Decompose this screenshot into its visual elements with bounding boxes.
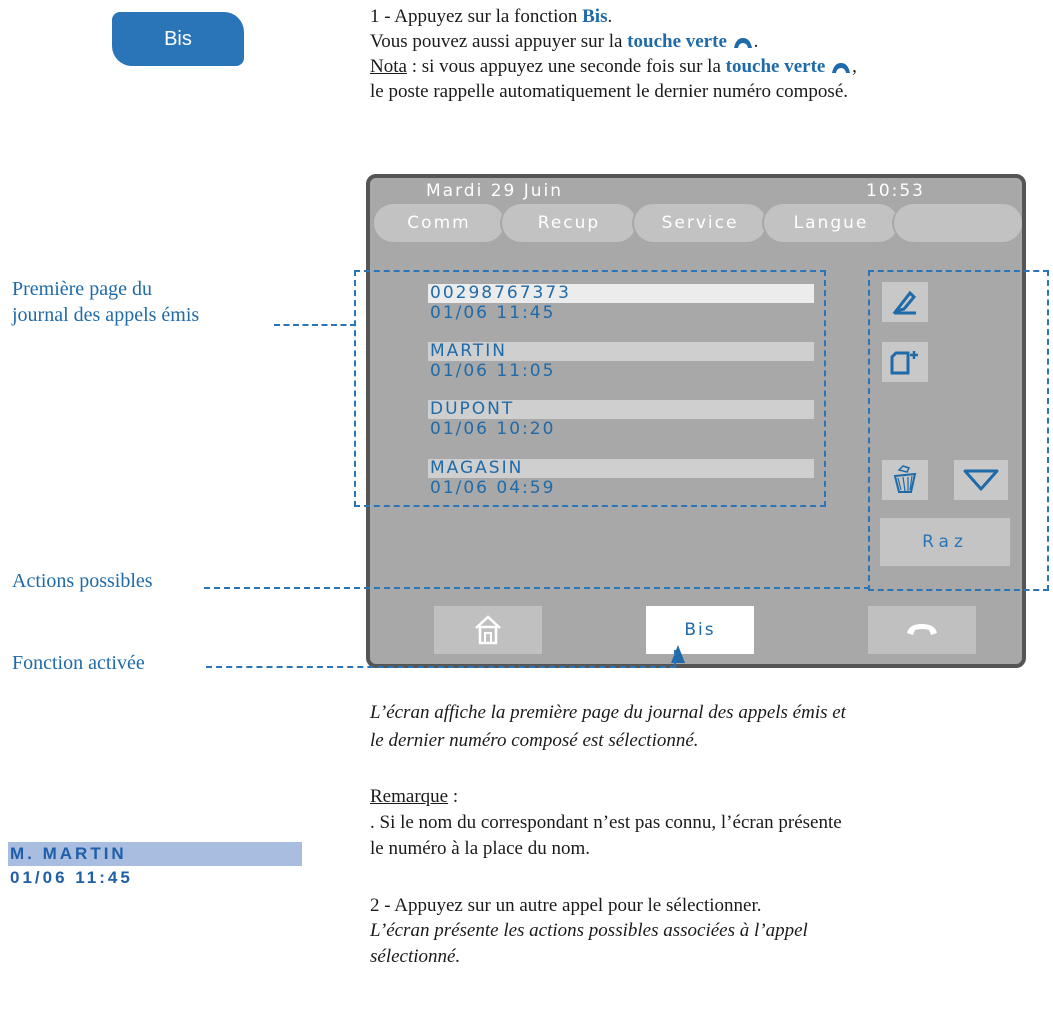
call-entry[interactable]: MAGASIN 01/06 04:59 (428, 459, 814, 498)
journal-highlight-box (354, 270, 826, 507)
description-line2: le dernier numéro composé est sélectionné. (370, 730, 699, 751)
pointer-arrow-icon (670, 644, 686, 664)
tab-recup[interactable]: Recup (502, 204, 636, 242)
step1-line1: 1 - Appuyez sur la fonction Bis. (370, 6, 613, 27)
green-key-icon (732, 36, 754, 50)
step2-line2: L’écran présente les actions possibles associées à l’appel (370, 920, 808, 941)
screen-time: 10:53 (866, 181, 925, 201)
callout-journal-line2: journal des appels émis (12, 304, 200, 326)
actions-highlight-box (868, 270, 1049, 591)
step2-line3: sélectionné. (370, 946, 461, 967)
callout-fonction: Fonction activée (12, 652, 145, 674)
bis-button-label: Bis (164, 27, 192, 50)
hang-up-icon (905, 621, 939, 639)
selected-call-name: M. MARTIN (8, 842, 302, 866)
call-entry[interactable]: MARTIN 01/06 11:05 (428, 342, 814, 381)
tab-comm[interactable]: Comm (374, 204, 504, 242)
call-entry[interactable]: DUPONT 01/06 10:20 (428, 400, 814, 439)
callout-actions: Actions possibles (12, 570, 153, 592)
selected-call-card[interactable] (8, 842, 302, 890)
selected-call-date: 01/06 11:45 (10, 868, 133, 887)
tab-service[interactable]: Service (634, 204, 766, 242)
hang-up-button[interactable] (868, 606, 976, 654)
bis-active-button[interactable]: Bis (646, 606, 754, 654)
step1-line4: le poste rappelle automatiquement le dernier numéro composé. (370, 81, 848, 102)
screen-date: Mardi 29 Juin (426, 181, 564, 201)
callout-leader-line (206, 666, 676, 668)
callout-journal-line1: Première page du (12, 278, 152, 300)
home-icon (473, 614, 503, 646)
callout-leader-line (674, 650, 676, 666)
tab-empty[interactable] (894, 204, 1022, 242)
step1-line2: Vous pouvez aussi appuyer sur la touche verte . (370, 31, 759, 52)
bis-function-button[interactable] (112, 12, 244, 66)
callout-leader-line (204, 587, 870, 589)
step2-line1: 2 - Appuyez sur un autre appel pour le sélectionner. (370, 895, 762, 916)
remarque-title: Remarque : (370, 786, 459, 807)
description-line1: L’écran affiche la première page du journal des appels émis et (370, 702, 846, 723)
tab-langue[interactable]: Langue (764, 204, 898, 242)
callout-leader-line (274, 324, 356, 326)
step1-nota: Nota : si vous appuyez une seconde fois sur la touche verte , (370, 56, 857, 77)
call-entry[interactable]: 00298767373 01/06 11:45 (428, 284, 814, 323)
green-key-icon (830, 61, 852, 75)
home-button[interactable] (434, 606, 542, 654)
raz-button[interactable]: Raz (880, 518, 1010, 566)
remarque-line1: . Si le nom du correspondant n’est pas connu, l’écran présente (370, 812, 842, 833)
remarque-line2: le numéro à la place du nom. (370, 838, 591, 859)
